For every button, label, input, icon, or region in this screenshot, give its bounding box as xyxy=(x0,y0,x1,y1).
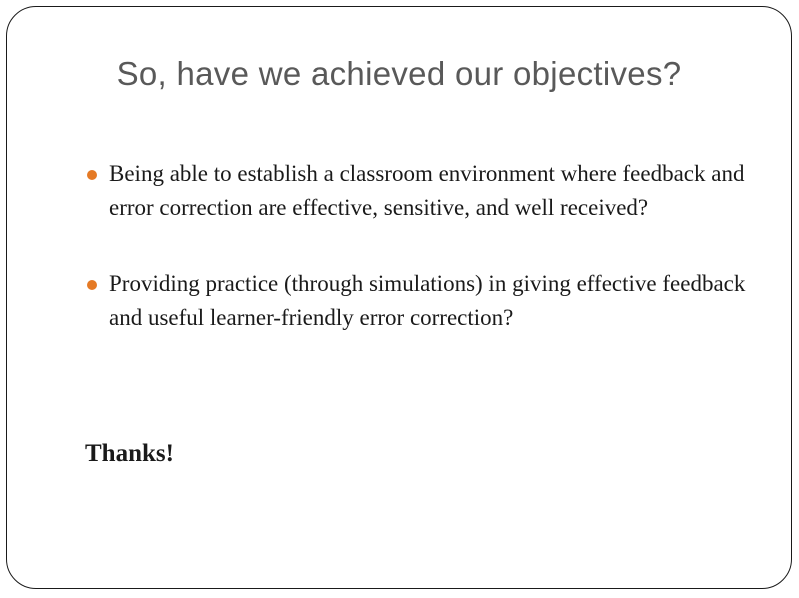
bullet-item xyxy=(87,157,747,225)
bullet-text: Being able to establish a classroom environment where feedback and error correction are effective, sensitive, and well received? xyxy=(109,161,745,220)
orange-bullet-icon xyxy=(87,170,97,180)
bullet-text: Providing practice (through simulations) in giving effective feedback and useful learner-friendly error correction? xyxy=(109,271,746,330)
bullet-list xyxy=(87,157,747,335)
slide xyxy=(6,6,792,589)
slide-title: So, have we achieved our objectives? xyxy=(116,55,682,92)
closing-text: Thanks! xyxy=(85,440,174,467)
orange-bullet-icon xyxy=(87,280,97,290)
bullet-item xyxy=(87,267,747,335)
